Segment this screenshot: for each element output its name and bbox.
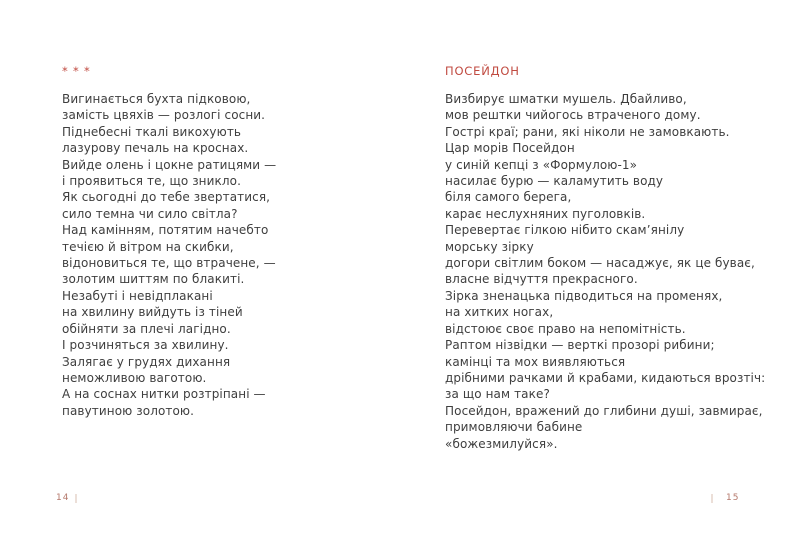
poem-line: Перевертає гілкою нібито скам’янілу [445,223,685,238]
poem-line: за що нам таке? [445,387,550,402]
poem-line: «божезмилуйся». [445,436,558,451]
poem-line: Зірка зненацька підводиться на променях, [445,288,723,303]
right-poem-title: ПОСЕЙДОН [445,64,520,78]
poem-line: Як сьогодні до тебе звертатися, [62,190,271,205]
poem-line: відоновиться те, що втрачене, — [62,256,276,271]
poem-line: у синій кепці з «Формулою-1» [445,157,638,172]
right-page-number: 15 [726,493,740,503]
poem-line: Раптом нізвідки — верткі прозорі рибини; [445,338,715,353]
left-poem-title: * * * [62,64,91,78]
poem-line: на хитких ногах, [445,305,554,320]
poem-line: відстоює своє право на непомітність. [445,321,686,336]
poem-line: лазурову печаль на кроснах. [62,141,249,156]
poem-line: А на соснах нитки розтріпані — [62,387,266,402]
poem-line: Гострі краї; рани, які ніколи не замовкають. [445,124,730,139]
poem-line: біля самого берега, [445,190,572,205]
poem-line: мов рештки чийогось втраченого дому. [445,108,701,123]
right-page [445,64,785,452]
poem-line: павутиною золотою. [62,403,195,418]
poem-line: насилає бурю — каламутить воду [445,174,664,189]
poem-line: І розчиняться за хвилину. [62,338,229,353]
poem-line: камінці та мох виявляються [445,354,626,369]
poem-line: Посейдон, вражений до глибини душі, завмирає, [445,403,763,418]
left-page [62,64,392,419]
poem-line: обійняти за плечі лагідно. [62,321,231,336]
poem-line: Вийде олень і цокне ратицями — [62,157,277,172]
poem-line: догори світлим боком — насаджує, як це буває, [445,256,755,271]
poem-line: Піднебесні ткалі викохують [62,124,242,139]
poem-line: дрібними рачками й крабами, кидаються врозтіч: [445,370,766,385]
poem-line: і проявиться те, що зникло. [62,174,241,189]
poem-line: власне відчуття прекрасного. [445,272,638,287]
poem-line: Цар морів Посейдон [445,141,575,156]
poem-line: морську зірку [445,239,534,254]
poem-line: примовляючи бабине [445,420,583,435]
poem-line: карає неслухняних пуголовків. [445,206,646,221]
poem-line: сило темна чи сило світла? [62,206,238,221]
right-poem-body [445,91,785,452]
poem-line: течією й вітром на скибки, [62,239,234,254]
poem-line: Над камінням, потятим начебто [62,223,269,238]
poem-line: золотим шиттям по блакиті. [62,272,245,287]
poem-line: Незабуті і невідплакані [62,288,213,303]
poem-line: Залягає у грудях дихання [62,354,231,369]
left-poem-body [62,91,392,419]
left-page-number: 14 [56,493,70,503]
poem-line: Визбирує шматки мушель. Дбайливо, [445,92,687,106]
right-page-edge-mark [711,494,713,503]
poem-line: Вигинається бухта підковою, [62,92,251,106]
poem-line: неможливою ваготою. [62,370,207,385]
poem-line: на хвилину вийдуть із тіней [62,305,243,320]
poem-line: замість цвяхів — розлогі сосни. [62,108,266,123]
left-page-edge-mark [75,494,77,503]
